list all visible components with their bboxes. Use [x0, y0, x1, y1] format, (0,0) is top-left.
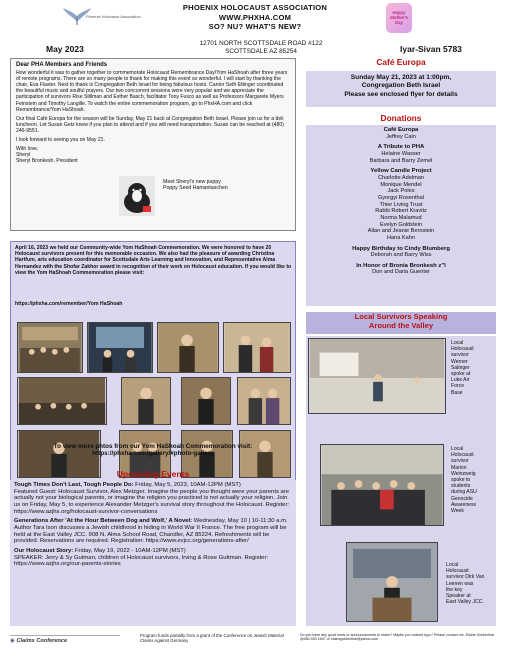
org-name: PHOENIX HOLOCAUST ASSOCIATION [182, 3, 328, 12]
letter-paragraph: I look forward to seeing you on May 21. [16, 137, 105, 144]
event-title: Our Holocaust Story: [14, 547, 74, 554]
cafe-heading: Café Europa [376, 57, 426, 67]
commemoration-photo [223, 322, 291, 373]
donations-heading: Donations [380, 113, 422, 123]
funding-note: Program funds partially from a grant of the Conference on Jewish Material Claims Against Germany [140, 633, 284, 644]
event-item [14, 482, 292, 515]
local-survivors-box [306, 336, 496, 626]
event-date: Wednesday, May 10 | 10-11:30 a.m. [192, 518, 288, 525]
letter-name: Sheryl [16, 152, 31, 159]
event-item [14, 518, 292, 545]
survivor-caption: Local Holocaust survivor Werner Salinger spoke at Luke Air Force Base [451, 340, 474, 396]
donation-section: Happy Birthday to Cindy Blumberg Deborah and Barry Wiss [352, 245, 450, 259]
commemoration-photo [87, 322, 153, 373]
logo-text: Phoenix Holocaust Association [86, 14, 141, 19]
claims-conference-logo: ◉ Claims Conference [10, 635, 120, 651]
letter-closing: With love, [16, 146, 39, 153]
president-letter [10, 58, 296, 231]
event-title: Tough Times Don't Last, Tough People Do: [14, 482, 134, 488]
commemoration-photo [17, 377, 107, 425]
letter-signature: Sheryl Bronkesh, President [16, 158, 78, 165]
newsletter-name: SO? NU? WHAT'S NEW? [208, 22, 302, 31]
hebrew-date: Iyar-Sivan 5783 [400, 44, 462, 54]
survivor-photo [346, 542, 438, 622]
mothers-day-graphic: Happy Mother's Day [386, 3, 412, 33]
org-website[interactable]: WWW.PHXHA.COM [218, 12, 292, 22]
newsletter-masthead [140, 3, 370, 32]
cafe-box: Sunday May 21, 2023 at 1:00pm, Congregation Beth Israel Please see enclosed flyer for details [306, 71, 496, 107]
local-survivors-heading: Local Survivors Speaking Around the Valley [306, 312, 496, 334]
donations-box [306, 125, 496, 306]
survivor-photo [308, 338, 446, 414]
donation-section: A Tribute to PHA Helaine Wasser Barbara and Barry Zemel [369, 144, 433, 164]
event-description: SPEAKER: Jerry & Sy Gutman, children of Holocaust survivors, Irving & Rose Guttman. Register: https://www.azjhs.org/our-parents-stories [14, 554, 269, 568]
event-description: Featured Guest: Holocaust Survivor, Alex Metzger. Imagine the people you thought were your parents are actually not your biological parents, or imagine the religion you practiced is not actually your religion. Join us on Friday, May 5, to experience Alexander Metzger's survival story throughout the Holocaust. Register: https://www.azjhs.org/holocaust-survivor-conversations [14, 488, 290, 515]
event-item [14, 548, 292, 568]
commemoration-photo [121, 377, 171, 425]
commemoration-photo [17, 322, 83, 373]
event-title: Generations After 'At the Hour Between Dog and Wolf,' A Novel: [14, 518, 193, 525]
letter-paragraph: How wonderful it was to gather together to commemorate Holocaust Remembrance Day/Yom HaShoah after three years of remote programs. There are so many people to thank for making this event so wonderful. I will start by thanking the chair, Eva Flaster. Next to thank is Congregation Beth Israel for being fabulous hosts. Cantor Seth Ettinger coordinated the beautiful music and soulful prayers. Our two concurrent sessions were very popular and we appreciate the participation of survivors Rise Stillman and Esther Basch, facilitator Tony Fusco as well as Professors Margarete Myers Feinstein and Timothy Langille. To watch the entire commemoration program, go to PhxHA.com and click Remembrance/Yom HaShoah. [16, 70, 288, 113]
survivor-caption: Local Holocaust survivor Marion Weinzweig spoke to students during ASU Genocide Awareness Week [451, 446, 477, 515]
more-photos-note: To view more phtos from our Yom HaShoah Commemoration visit: https://phxha.com/gallery/#photo-gallery [10, 443, 296, 458]
contact-note: Do you have any good news or announcements to share? Maybe you noticed typo? Please contact me, Elaine Goldenthal @480.330.1547 or elainegoldenthal@yahoo.com [300, 633, 494, 642]
donation-section: In Honor of Bronia Bronkesh z"l Don and Daria Guenter [356, 262, 446, 276]
donation-section: Yellow Candle Project Charlotte Adelman Monique Mendel Jack Poles Gyorgyi Rosenthal Thier Living Trust Rabbi Robert Kravitz Norma Malamud Evelyn Goldstein Allan and Jeanie Bernstein Hana Kahn [367, 168, 435, 241]
org-address: 12701 NORTH SCOTTSDALE ROAD #122 SCOTTSDALE AZ 85254 [199, 40, 323, 55]
commemoration-link[interactable]: https://phxha.com/remember/Yom HaShoah [15, 301, 123, 307]
event-date: Friday, May 5, 2023, 10AM-12PM (MST) [133, 482, 241, 488]
events-list [10, 480, 296, 626]
commemoration-text: April 16, 2023 we held our Community-wide Yom HaShoah Commemoration. We were honored to have 20 Holocaust survivors present for this memorable occasion. We also had the pleasure of awarding Christina Hartfum, arts education coordinator for Scottsdale Arts Learning and Innovation, and Representative Alma Hernandez with the Shofar Zakhor award in recognition of their work on Holocaust education. If you would like to view the Yom HaShoah Commemoration please visit: [15, 245, 292, 276]
puppy-caption: Meet Sheryl's new puppy Poppy Seed Hamantaschen [163, 179, 228, 192]
letter-greeting: Dear PHA Members and Friends [16, 62, 108, 68]
commemoration-photo [157, 322, 219, 373]
commemoration-photo [237, 377, 291, 425]
issue-date: May 2023 [46, 44, 84, 54]
survivor-photo [320, 444, 444, 526]
gallery-link[interactable]: https://phxha.com/gallery/#photo-gallery [92, 450, 214, 458]
event-description: Author Tara Ison discusses a Jewish childhood in hiding in World War II France. The free program will be held at the East Valley JCC. 908 N. Alma School Road, Chandler, AZ 85224. Refreshments will be provided. Reservations are required. Registration: https://www.evjcc.org/generations-after/ [14, 524, 287, 545]
events-heading: Upcoming Events [116, 469, 190, 479]
commemoration-photo [181, 377, 231, 425]
donation-section: Café Europa Jeffrey Cain [383, 127, 419, 140]
survivor-caption: Local Holocaust survivor Dirk Van Leenen was the key Speaker at East Valley JCC. [446, 562, 485, 606]
letter-paragraph: Our final Café Europa for the season will be Sunday, May 21 back at Congregation Beth Israel. Please join us for a deli luncheon. Let Susan Getz know if you plan to attend and if you will need transportation. Susan can be reached at (480) 246-9551. [16, 115, 284, 134]
event-date: Friday, May 19, 2022 - 10AM-12PM (MST) [73, 547, 186, 554]
puppy-photo [119, 176, 155, 216]
